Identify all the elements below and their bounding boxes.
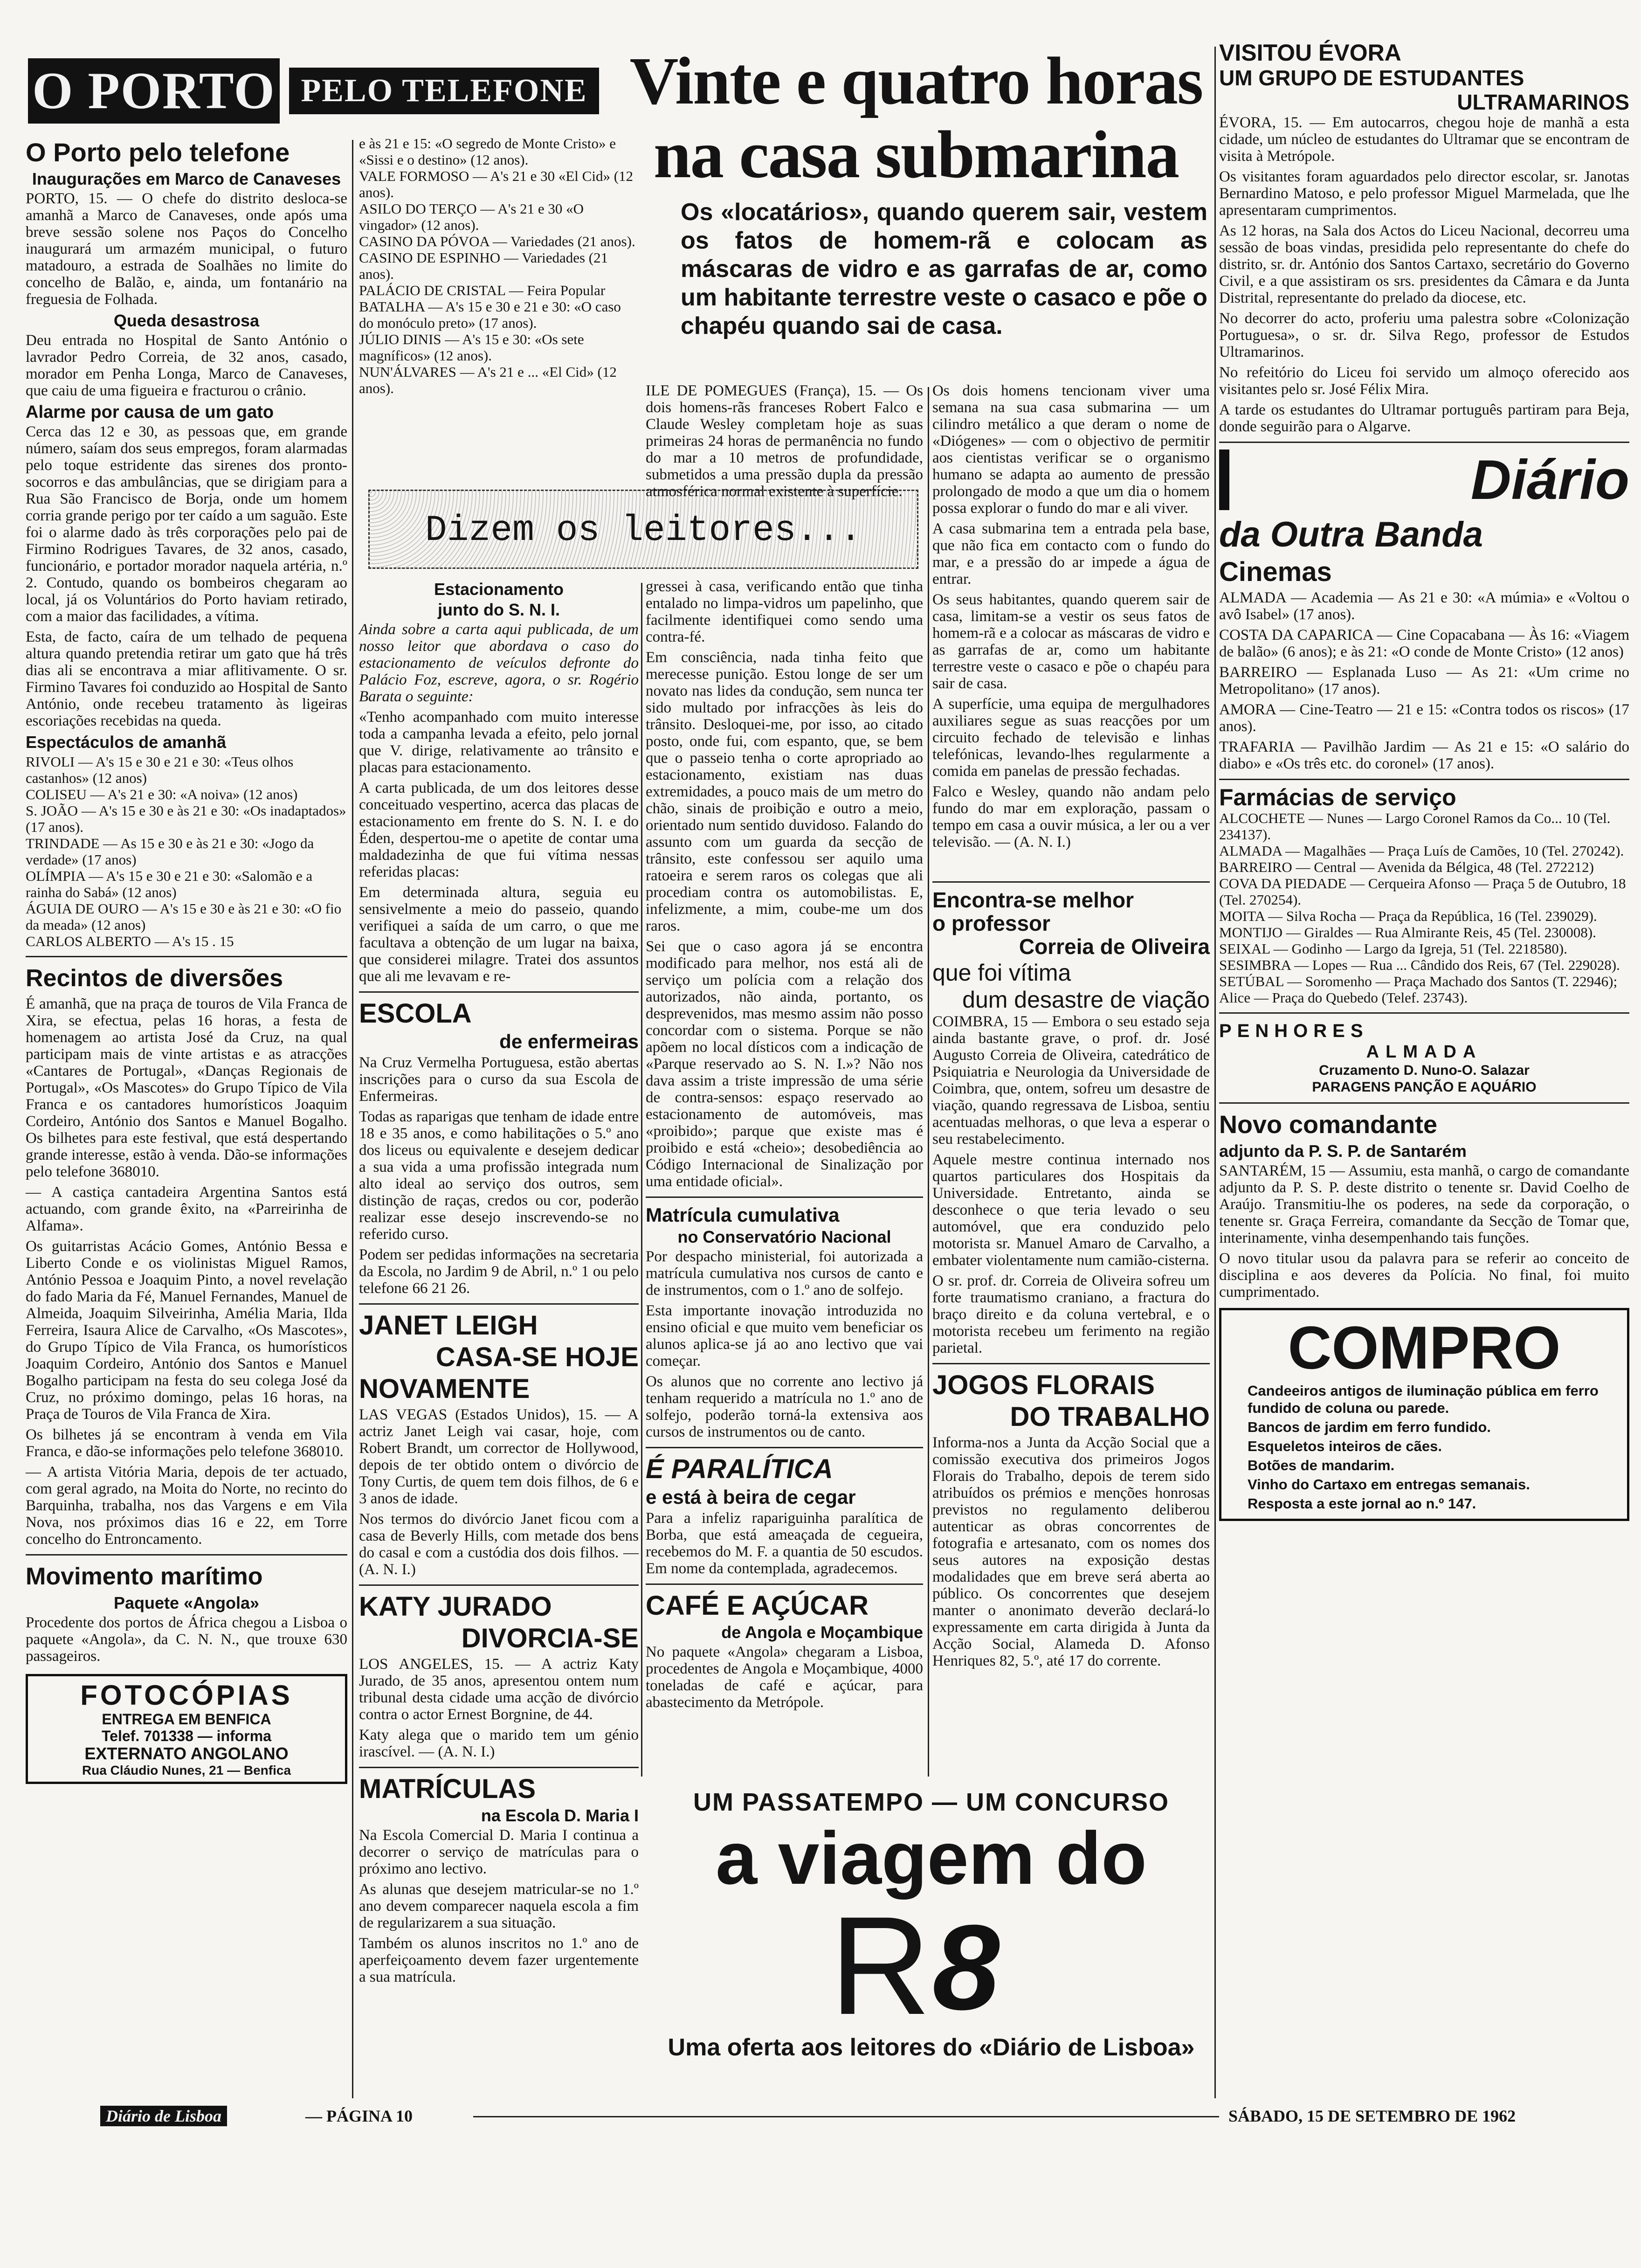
recintos-para: É amanhã, que na praça de touros de Vila Franca de Xira, se efectua, pelas 16 horas, a festa de homenagem ao artista José da Cruz, na qual participam mais de vinte artistas e as atracções «Cantares de Portugal», «Danças Regionais de Portugal», «Os Mascotes» do Grupo Típico de Vila Franca e os cantadores humorísticos Joaquim Cordeiro, António dos Santos e Manuel Bogalho. Os bilhetes para este festival, que está despertando grande interesse, estão à venda. Dão-se informações pelo telefone 368010. (26, 996, 347, 1180)
column-1 (26, 135, 347, 2089)
r8-number: 8 (932, 1900, 1000, 2035)
headline-line-1: Vinte e quatro horas (629, 44, 1203, 118)
matricula-cumulativa-sub: no Conservatório Nacional (677, 1227, 891, 1246)
comandante-title: Novo comandante (1219, 1111, 1438, 1139)
professor-title: que foi vítima (932, 960, 1071, 986)
column-rule (1214, 47, 1216, 2098)
compro-item: Candeeiros antigos de iluminação pública em ferro fundido de coluna ou parede. (1248, 1383, 1599, 1416)
maritimo-sub: Paquete «Angola» (113, 1593, 260, 1612)
professor-title: o professor (932, 911, 1051, 935)
shows-list (26, 754, 347, 949)
paralitica-sub: e está à beira de cegar (646, 1486, 856, 1508)
dizem-para: «Tenho acompanhado com muito interesse toda a campanha levada a efeito, pelo jornal que V. dirige, relativamente ao trânsito e placas para estacionamento. (359, 709, 639, 776)
submarine-para: Falco e Wesley, quando não andam pelo fundo do mar em exploração, passam o tempo em casa a ouvir música, a ler ou a ver televisão. — (A. N. I.) (932, 783, 1210, 850)
page-footer (26, 2103, 1629, 2131)
divider (1219, 1012, 1629, 1014)
professor-title: Encontra-se melhor (932, 888, 1134, 912)
dizem-para: gressei à casa, verificando então que tinha entalado no limpa-vidros um papelinho, que facilmente identifiquei como sendo uma contra-fé. (646, 578, 923, 645)
show-item: COLISEU — A's 21 e 30: «A noiva» (12 anos) (26, 786, 298, 802)
passatempo-bottom: Uma oferta aos leitores do «Diário de Lisboa» (668, 2034, 1195, 2061)
show-item: OLÍMPIA — A's 15 e 30 e 21 e 30: «Salomão e a rainha do Sabá» (12 anos) (26, 868, 313, 900)
matricula-para: Esta importante inovação introduzida no ensino oficial e que muito vem beneficiar os alunos aplica-se já ao ano lectivo que vai começar. (646, 1302, 923, 1369)
divider (26, 956, 347, 957)
evora-title: UM GRUPO DE ESTUDANTES (1219, 66, 1524, 90)
dizem-para: Em consciência, nada tinha feito que merecesse punição. Estou longe de ser um novato nas lides da condução, sem nunca ter sido multado por infracções às leis do trânsito. Desloquei-me, por isso, ao citado posto, onde fui, com espanto, que, se bem que o passeio tenha o corte apropriado ao estacionamento, existiam nas duas extremidades, a pouco mais de um metro do chão, sinais de proibição e outro a meio, orientado num sentido duvidoso. Falando do assunto com um guarda da secção de trânsito, este confessou ser aquilo uma ratoeira e serem raros os colegas que ali procediam contra os automobilistas. E, infelizmente, a mim, coube-me um dos raros. (646, 649, 923, 934)
ad-line: ENTREGA EM BENFICA (102, 1711, 271, 1728)
divider (1219, 1102, 1629, 1104)
dizem-para: Em determinada altura, seguia eu sensivelmente a meio do passeio, quando verifiquei a saída de um carro, o que me facultava a obtenção de um lugar na baixa, que considerei milagre. Tratei dos assuntos que ali me levavam e re- (359, 884, 639, 985)
jogos-title: DO TRABALHO (1010, 1402, 1210, 1432)
matriculas-title: MATRÍCULAS (359, 1774, 536, 1804)
dizem-intro: Ainda sobre a carta aqui publicada, de um nosso leitor que abordava o caso do estacionamento de veículos defronte do Palácio Foz, escreve, agora, o sr. Rogério Barata o seguinte: (359, 621, 639, 705)
jogos-title: JOGOS FLORAIS (932, 1370, 1155, 1400)
comandante-para: SANTARÉM, 15 — Assumiu, esta manhã, o cargo de comandante adjunto da P. S. P. deste distrito o tenente sr. David Coelho de Araújo. Transmitiu-lhe os poderes, na sede da corporação, o tenente sr. Graça Ferreira, comandante da Secção de Tomar que, interinamente, vinha desempenhando tais funções. (1219, 1162, 1629, 1246)
escola-title: ESCOLA (359, 998, 472, 1029)
dizem-sub: Estacionamento (434, 580, 564, 599)
recintos-para: Os bilhetes já se encontram à venda em Vila Franca, e dão-se informações pelo telefone 368010. (26, 1426, 347, 1460)
headline-line-2: na casa submarina (653, 118, 1179, 192)
ad-line: Rua Cláudio Nunes, 21 — Benfica (82, 1763, 291, 1777)
cinema-item: BATALHA — A's 15 e 30 e 21 e 30: «O caso do monóculo preto» (17 anos). (359, 298, 621, 331)
fotocopias-ad (26, 1674, 347, 1784)
porto-title: O Porto pelo telefone (26, 138, 290, 167)
cinema-item: CASINO DA PÓVOA — Variedades (21 anos). (359, 233, 635, 249)
cinema-item: CASINO DE ESPINHO — Variedades (21 anos). (359, 249, 608, 282)
column-rule (928, 387, 929, 1777)
cinema-item: NUN'ÁLVARES — A's 21 e ... «El Cid» (12 anos). (359, 364, 617, 396)
maritimo-para: Procedente dos portos de África chegou a Lisboa o paquete «Angola», da C. N. N., que trouxe 630 passageiros. (26, 1614, 347, 1665)
cafe-para: No paquete «Angola» chegaram a Lisboa, procedentes de Angola e Moçambique, 4000 toneladas de café e açúcar, para abastecimento da Metrópole. (646, 1644, 923, 1711)
janet-para: LAS VEGAS (Estados Unidos), 15. — A actriz Janet Leigh vai casar, hoje, com Robert Brandt, um corrector de Hollywood, depois de ter obtido ontem o divórcio de Tony Curtis, de quem tem dois filhos, de 6 e 3 anos de idade. (359, 1406, 639, 1507)
evora-para: A tarde os estudantes do Ultramar português partiram para Beja, donde seguirão para o Algarve. (1219, 401, 1629, 435)
matriculas-para: As alunas que desejem matricular-se no 1.º ano devem comparecer naquela escola a fim de regularizarem a sua situação. (359, 1881, 639, 1931)
katy-title: KATY JURADO (359, 1591, 552, 1622)
paralitica-para: Para a infeliz rapariguinha paralítica de Borba, que está ameaçada de cegueira, recebemos do M. F. a quantia de 50 escudos. Em nome da contemplada, agradecemos. (646, 1510, 923, 1577)
penhores-title: PENHORES (1219, 1021, 1369, 1041)
farmacia-item: MOITA — Silva Rocha — Praça da República, 16 (Tel. 239029). (1219, 908, 1597, 924)
show-item: S. JOÃO — A's 15 e 30 e às 21 e 30: «Os inadaptados» (17 anos). (26, 802, 346, 835)
compro-item: Botões de mandarim. (1248, 1457, 1395, 1473)
divider (1219, 442, 1629, 443)
janet-title: JANET LEIGH (359, 1310, 538, 1341)
diario-title: Diário (1470, 449, 1629, 511)
porto-para: Esta, de facto, caíra de um telhado de pequena altura quando pretendia retirar um gato que há três dias ali se encontrava a miar aflitivamente. O sr. Firmino Tavares foi conduzido ao Hospital de Santo António, onde recebeu tratamento às ligeiras escoriações recebidas na queda. (26, 629, 347, 729)
dizem-para: Sei que o caso agora já se encontra modificado para melhor, nos está ali de serviço um polícia com a relação dos autorizados, não ainda, portanto, os desprevenidos, mas mesmo assim não posso concordar com o sistema. Porque se não apõem no local dísticos com a indicação de «Parque reservado ao S. N. I.»? Não nos dava assim a triste impressão de uma série de contra-sensos: espaço reservado ao estacionamento de automóveis, mas «proibido»; parque que existe mas é proibido e está «cheio»; desobediência ao Código Internacional de Sinalização por uma entidade oficial». (646, 938, 923, 1190)
submarine-col-a (646, 382, 923, 500)
matriculas-sub: na Escola D. Maria I (481, 1806, 639, 1825)
farmacia-item: BARREIRO — Central — Avenida da Bélgica, 48 (Tel. 272212) (1219, 859, 1594, 875)
show-item: ÁGUIA DE OURO — A's 15 e 30 e às 21 e 30: «O fio da meada» (12 anos) (26, 900, 342, 933)
escola-para: Todas as raparigas que tenham de idade entre 18 e 35 anos, e como habilitações o 5.º ano dos liceus ou equivalente e desejem dedicar a sua vida a uma profissão integrada num alto ideal ao serviço dos outros, sem distinção de raças, credos ou cor, poderão realizar esse desejo inscrevendo-se no referido curso. (359, 1108, 639, 1243)
matricula-para: Por despacho ministerial, foi autorizada a matrícula cumulativa nos cursos de canto e de instrumentos, com o 1.º ano de solfejo. (646, 1248, 923, 1299)
compro-item: Resposta a este jornal ao n.º 147. (1248, 1495, 1476, 1512)
porto-para: PORTO, 15. — O chefe do distrito desloca-se amanhã a Marco de Canaveses, onde após uma breve sessão solene nos Paços do Concelho inaugurará um armazém municipal, o futuro matadouro, a estrada de Soalhães no limite do concelho de Balão, e, ainda, um fontanário na freguesia de Folhada. (26, 190, 347, 308)
porto-sub-queda: Queda desastrosa (113, 311, 260, 330)
submarine-para: A superfície, uma equipa de mergulhadores auxiliares segue as suas reacções por um circuito fechado de televisão e linhas telefónicas, levando-lhes regularmente a comida em panelas de pressão fechadas. (932, 696, 1210, 780)
porto-banner (28, 58, 601, 128)
porto-sub-espectaculos: Espectáculos de amanhã (26, 733, 227, 752)
show-item: CARLOS ALBERTO — A's 15 . 15 (26, 933, 234, 949)
column-4 (932, 881, 1210, 1777)
cafe-title: CAFÉ E AÇÚCAR (646, 1590, 869, 1621)
penhores-line: PARAGENS PANÇÃO E AQUÁRIO (1312, 1079, 1537, 1095)
footer-rule (473, 2116, 1219, 2117)
matriculas-para: Também os alunos inscritos no 1.º ano de aperfeiçoamento devem fazer urgentemente a sua matrícula. (359, 1935, 639, 1985)
footer-date: SÁBADO, 15 DE SETEMBRO DE 1962 (1228, 2107, 1516, 2125)
cinema-item: ALMADA — Academia — As 21 e 30: «A múmia» e «Voltou o avô Isabel» (17 anos). (1219, 589, 1629, 623)
professor-para: Aquele mestre continua internado nos quartos particulares dos Hospitais da Universidade. Entretanto, ainda se desconhece o que teria levado o seu automóvel, que era conduzido pelo motorista sr. Manuel Amaro de Carvalho, a embater violentamente num camião-cisterna. (932, 1151, 1210, 1269)
footer-page: — PÁGINA 10 (305, 2107, 413, 2125)
professor-para: O sr. prof. dr. Correia de Oliveira sofreu um forte traumatismo craniano, a fractura do braço direito e da coluna vertebral, e o motorista recebeu um ferimento na região parietal. (932, 1272, 1210, 1356)
submarine-para: Os seus habitantes, quando querem sair de casa, limitam-se a vestir os seus fatos de homem-rã e a colocar as máscaras de vidro e as garrafas de ar, como um habitante terrestre veste o casaco e põe o chapéu para sair de casa. (932, 591, 1210, 692)
farmacia-item: MONTIJO — Giraldes — Rua Almirante Reis, 45 (Tel. 230008). (1219, 924, 1596, 940)
cinema-item: PALÁCIO DE CRISTAL — Feira Popular (359, 282, 606, 298)
evora-para: As 12 horas, na Sala dos Actos do Liceu Nacional, decorreu uma sessão de boas vindas, presidida pelo representante do chefe do distrito, sr. dr. António dos Santos Cartaxo, secretário do Governo Civil, e a que assistiram os srs. presidentes da Câmara e da Junta Distrital, representante do prelado da diocese, etc. (1219, 222, 1629, 306)
cinema-item: ASILO DO TERÇO — A's 21 e 30 «O vingador» (12 anos). (359, 201, 584, 233)
cinema-item: AMORA — Cine-Teatro — 21 e 15: «Contra todos os riscos» (17 anos). (1219, 701, 1629, 735)
dizem-os-leitores-banner (368, 490, 918, 569)
janet-title: NOVAMENTE (359, 1374, 530, 1404)
comandante-sub: adjunto da P. S. P. de Santarém (1219, 1141, 1467, 1161)
maritimo-title: Movimento marítimo (26, 1563, 263, 1590)
penhores-ad (1219, 1020, 1629, 1096)
dizem-sub: junto do S. N. I. (438, 600, 560, 619)
cinema-item: e às 21 e 15: «O segredo de Monte Cristo» e «Sissi e o destino» (12 anos). (359, 135, 616, 168)
escola-sub: de enfermeiras (499, 1030, 639, 1052)
passatempo-ad (653, 1786, 1210, 2094)
show-item: TRINDADE — As 15 e 30 e às 21 e 30: «Jogo da verdade» (17 anos) (26, 835, 314, 868)
janet-title: CASA-SE HOJE (435, 1342, 639, 1372)
penhores-line: ALMADA (1366, 1042, 1482, 1062)
show-item: RIVOLI — A's 15 e 30 e 21 e 30: «Teus olhos castanhos» (12 anos) (26, 754, 294, 786)
recintos-para: — A artista Vitória Maria, depois de ter actuado, com geral agrado, na Moita do Norte, no recinto do Barquinha, trabalha, nos das Vargens e em Vila Nova, nos próximos dias 16 e 22, em Torre concelho do Entroncamento. (26, 1464, 347, 1548)
submarine-para: Os dois homens tencionam viver uma semana na sua casa submarina — um cilindro metálico a que deram o nome de «Diógenes» — com o objectivo de permitir aos cientistas verificar se o organismo humano se adapta ao aumento de pressão prolongado de modo a que um dia o homem possa explorar o fundo do mar e ali viver. (932, 382, 1210, 517)
dizem-title: Dizem os leitores... (425, 510, 862, 551)
r8-letter: R (830, 1887, 931, 2044)
column-rule (352, 140, 353, 2098)
comandante-para: O novo titular usou da palavra para se referir ao conceito de disciplina e aos deveres da Polícia. No final, foi muito cumprimentado. (1219, 1250, 1629, 1300)
divider (646, 1583, 923, 1585)
matriculas-para: Na Escola Comercial D. Maria I continua a decorrer o serviço de matrículas para o próximo ano lectivo. (359, 1827, 639, 1877)
divider (646, 1196, 923, 1198)
recintos-title: Recintos de diversões (26, 965, 283, 992)
porto-label: O PORTO (28, 58, 280, 124)
divider (26, 1554, 347, 1556)
compro-item: Bancos de jardim em ferro fundido. (1248, 1419, 1491, 1435)
professor-title: Correia de Oliveira (1019, 934, 1210, 959)
cinema-item: COSTA DA CAPARICA — Cine Copacabana — Às 16: «Viagem de balão» (6 anos); e às 21: «O conde de Monte Cristo» (12 anos) (1219, 627, 1629, 660)
evora-title: VISITOU ÉVORA (1219, 40, 1401, 66)
compro-title: COMPRO (1288, 1314, 1561, 1382)
professor-title: dum desastre de viação (962, 987, 1210, 1013)
column-5 (1219, 40, 1629, 2096)
evora-para: Os visitantes foram aguardados pelo director escolar, sr. Janotas Bernardino Matoso, e pelo professor Miguel Marmelada, que lhe apresentaram cumprimentos. (1219, 168, 1629, 219)
farmacias-title: Farmácias de serviço (1219, 784, 1456, 810)
paralitica-title: É PARALÍTICA (646, 1454, 833, 1484)
professor-para: COIMBRA, 15 — Embora o seu estado seja ainda bastante grave, o prof. dr. José Augusto Correia de Oliveira, catedrático de Psiquiatria e Neurologia da Universidade de Coimbra, que, ontem, sofreu um desastre de viação, quando regressava de Lisboa, sentiu acentuadas melhoras, o que leva a esperar o seu restabelecimento. (932, 1013, 1210, 1148)
divider (932, 1363, 1210, 1364)
r8-logo (653, 1887, 1210, 2044)
escola-para: Na Cruz Vermelha Portuguesa, estão abertas inscrições para o curso da sua Escola de Enfermeiras. (359, 1054, 639, 1105)
compro-ad (1219, 1308, 1629, 1521)
main-headline (625, 44, 1207, 194)
divider (932, 881, 1210, 883)
farmacia-item: ALCOCHETE — Nunes — Largo Coronel Ramos da Co... 10 (Tel. 234137). (1219, 810, 1611, 843)
porto-sub-alarme: Alarme por causa de um gato (26, 402, 274, 422)
jogos-para: Informa-nos a Junta da Acção Social que a comissão executiva dos primeiros Jogos Florais do Trabalho, depois de terem sido atribuídos os prémios e menções honrosas previstos no regulamento deliberou autenticar as obras concorrentes de fotografia e artesanato, com os nomes dos seus autores na exposição destas modalidades que em breve será aberta ao público. Os concorrentes que desejem manter o anonimato deverão declará-lo expressamente em carta dirigida à Junta da Acção Social, Alameda D. Afonso Henriques 82, 5.º, até 17 do corrente. (932, 1434, 1210, 1669)
main-subhead (681, 198, 1207, 371)
farmacia-item: SESIMBRA — Lopes — Rua ... Cândido dos Reis, 67 (Tel. 229028). (1219, 957, 1620, 973)
katy-para: LOS ANGELES, 15. — A actriz Katy Jurado, de 35 anos, apresentou ontem num tribunal desta cidade uma acção de divórcio contra o actor Ernest Borgnine, de 44. (359, 1656, 639, 1723)
recintos-para: Os guitarristas Acácio Gomes, António Bessa e Liberto Conde e os violinistas Miguel Ramos, António Pessoa e Joaquim Pinto, a novel revelação do fado Maria da Fé, Manuel Fernandes, Manuel de Almeida, Joaquim Silveirinha, Amélia Maria, Ilda Ferreira, Isaura Alice de Carvalho, «Os Mascotes», do Grupo Típico de Vila Franca, os humorísticos Joaquim Cordeiro, António dos Santos e Manuel Bogalho participam na festa do seu colega José da Cruz, no próximo domingo, pelas 16 horas, na Praça de Touros de Vila Franca de Xira. (26, 1238, 347, 1423)
diario-subtitle: da Outra Banda (1219, 515, 1483, 554)
farmacia-item: SETÚBAL — Soromenho — Praça Machado dos Santos (T. 22946); Alice — Praça do Quebedo (Telef. 23743). (1219, 973, 1618, 1006)
escola-para: Podem ser pedidas informações na secretaria da Escola, no Jardim 9 de Abril, n.º 1 ou pelo telefone 66 21 26. (359, 1246, 639, 1297)
compro-item: Esqueletos inteiros de cães. (1248, 1438, 1442, 1454)
divider (359, 1303, 639, 1305)
evora-para: ÉVORA, 15. — Em autocarros, chegou hoje de manhã a esta cidade, um núcleo de estudantes do Ultramar que se encontram de visita à Metrópole. (1219, 114, 1629, 165)
cinema-item: JÚLIO DINIS — A's 15 e 30: «Os sete magníficos» (12 anos). (359, 331, 584, 364)
porto-sub-inauguracoes: Inaugurações em Marco de Canaveses (32, 169, 341, 188)
dizem-para: A carta publicada, de um dos leitores desse conceituado vespertino, acerca das placas de estacionamento em frente do S. N. I. e do Éden, despertou-me o apetite de contar uma maldadezinha de que fui vítima nessas referidas placas: (359, 780, 639, 880)
katy-para: Katy alega que o marido tem um génio irascível. — (A. N. I.) (359, 1727, 639, 1760)
porto-para: Deu entrada no Hospital de Santo António o lavrador Pedro Correia, de 32 anos, casado, morador em Penha Longa, Marco de Canaveses, que caiu de uma figueira e fracturou o crânio. (26, 332, 347, 399)
pelo-telefone-label: PELO TELEFONE (289, 68, 599, 114)
ad-line: Telef. 701338 — informa (102, 1728, 271, 1744)
evora-para: No refeitório do Liceu foi servido um almoço oferecido aos visitantes pelo sr. José Félix Mira. (1219, 364, 1629, 398)
farmacia-item: SEIXAL — Godinho — Largo da Igreja, 51 (Tel. 2218580). (1219, 940, 1567, 957)
divider (1219, 779, 1629, 780)
evora-title: ULTRAMARINOS (1457, 90, 1629, 114)
katy-title: DIVORCIA-SE (461, 1623, 639, 1653)
matricula-para: Os alunos que no corrente ano lectivo já tenham requerido a matrícula no 1.º ano de solfejo, poderão torná-la extensiva aos cursos de instrumentos ou de canto. (646, 1373, 923, 1440)
submarine-para: ILE DE POMEGUES (França), 15. — Os dois homens-rãs franceses Robert Falco e Claude Wesley completam hoje as suas primeiras 24 horas de permanência no fundo do mar a 10 metros de profundidade, submetidos a uma pressão dupla da pressão atmosférica normal existente à superfície. (646, 382, 923, 500)
column-3 (646, 578, 923, 1777)
diario-outra-banda (1219, 449, 1629, 510)
compro-item: Vinho do Cartaxo em entregas semanais. (1248, 1476, 1530, 1493)
penhores-line: Cruzamento D. Nuno-O. Salazar (1319, 1063, 1530, 1078)
porto-para: Cerca das 12 e 30, as pessoas que, em grande número, saíam dos seus empregos, foram alarmadas pelo toque estridente das sirenes dos pronto-socorros e das ambulâncias, que se dirigiam para a Rua São Francisco de Borja, onde um homem corria grande perigo por ter caído a um saguão. Este foi o alarme dado às três corporações pelo pai de Firmino Rodrigues Tavares, de 32 anos, casado, funcionário, e portador morador naquela artéria, n.º 2. Contudo, quando os bombeiros chegaram ao local, já os Voluntários do Porto haviam retirado, com a maior das facilidades, a vítima. (26, 423, 347, 625)
farmacia-item: COVA DA PIEDADE — Cerqueira Afonso — Praça 5 de Outubro, 18 (Tel. 270254). (1219, 875, 1626, 908)
cinemas-title: Cinemas (1219, 557, 1332, 587)
evora-para: No decorrer do acto, proferiu uma palestra sobre «Colonização Portuguesa», o sr. dr. Silva Rego, professor de Estudos Ultramarinos. (1219, 310, 1629, 360)
column-rule (641, 583, 642, 1777)
recintos-para: — A castiça cantadeira Argentina Santos está actuando, com grande êxito, na «Parreirinha de Alfama». (26, 1184, 347, 1234)
cafe-sub: de Angola e Moçambique (721, 1623, 923, 1642)
column-2 (359, 135, 639, 504)
ad-line: EXTERNATO ANGOLANO (84, 1744, 289, 1763)
divider (359, 991, 639, 993)
subhead-text: Os «locatários», quando querem sair, vestem os fatos de homem-rã e colocam as máscaras de vidro e as garrafas de ar, como um habitante terrestre veste o casaco e põe o chapéu quando sai de casa. (681, 199, 1207, 339)
submarine-para: A casa submarina tem a entrada pela base, que não fica em contacto com o fundo do mar, e a pressão do ar impede a água de entrar. (932, 520, 1210, 588)
passatempo-top: UM PASSATEMPO — UM CONCURSO (693, 1788, 1170, 1816)
column-2-lower (359, 578, 639, 2052)
cinema-item: BARREIRO — Esplanada Luso — As 21: «Um crime no Metropolitano» (17 anos). (1219, 664, 1629, 698)
submarine-col-b (932, 382, 1210, 867)
divider (646, 1447, 923, 1448)
ad-title: FOTOCÓPIAS (80, 1680, 293, 1711)
cinema-item: VALE FORMOSO — A's 21 e 30 «El Cid» (12 anos). (359, 168, 634, 201)
divider (359, 1767, 639, 1768)
farmacia-item: ALMADA — Magalhães — Praça Luís de Camões, 10 (Tel. 270242). (1219, 843, 1624, 859)
cinema-item: TRAFARIA — Pavilhão Jardim — As 21 e 15: «O salário do diabo» e «Os três etc. do coronel» (17 anos). (1219, 739, 1629, 772)
footer-paper-name: Diário de Lisboa (100, 2106, 227, 2126)
passatempo-big: a viagem do (716, 1816, 1147, 1900)
divider (359, 1584, 639, 1586)
matricula-cumulativa-title: Matrícula cumulativa (646, 1204, 840, 1226)
janet-para: Nos termos do divórcio Janet ficou com a casa de Beverly Hills, com metade dos bens do casal e com a custódia dos dois filhos. — (A. N. I.) (359, 1511, 639, 1578)
